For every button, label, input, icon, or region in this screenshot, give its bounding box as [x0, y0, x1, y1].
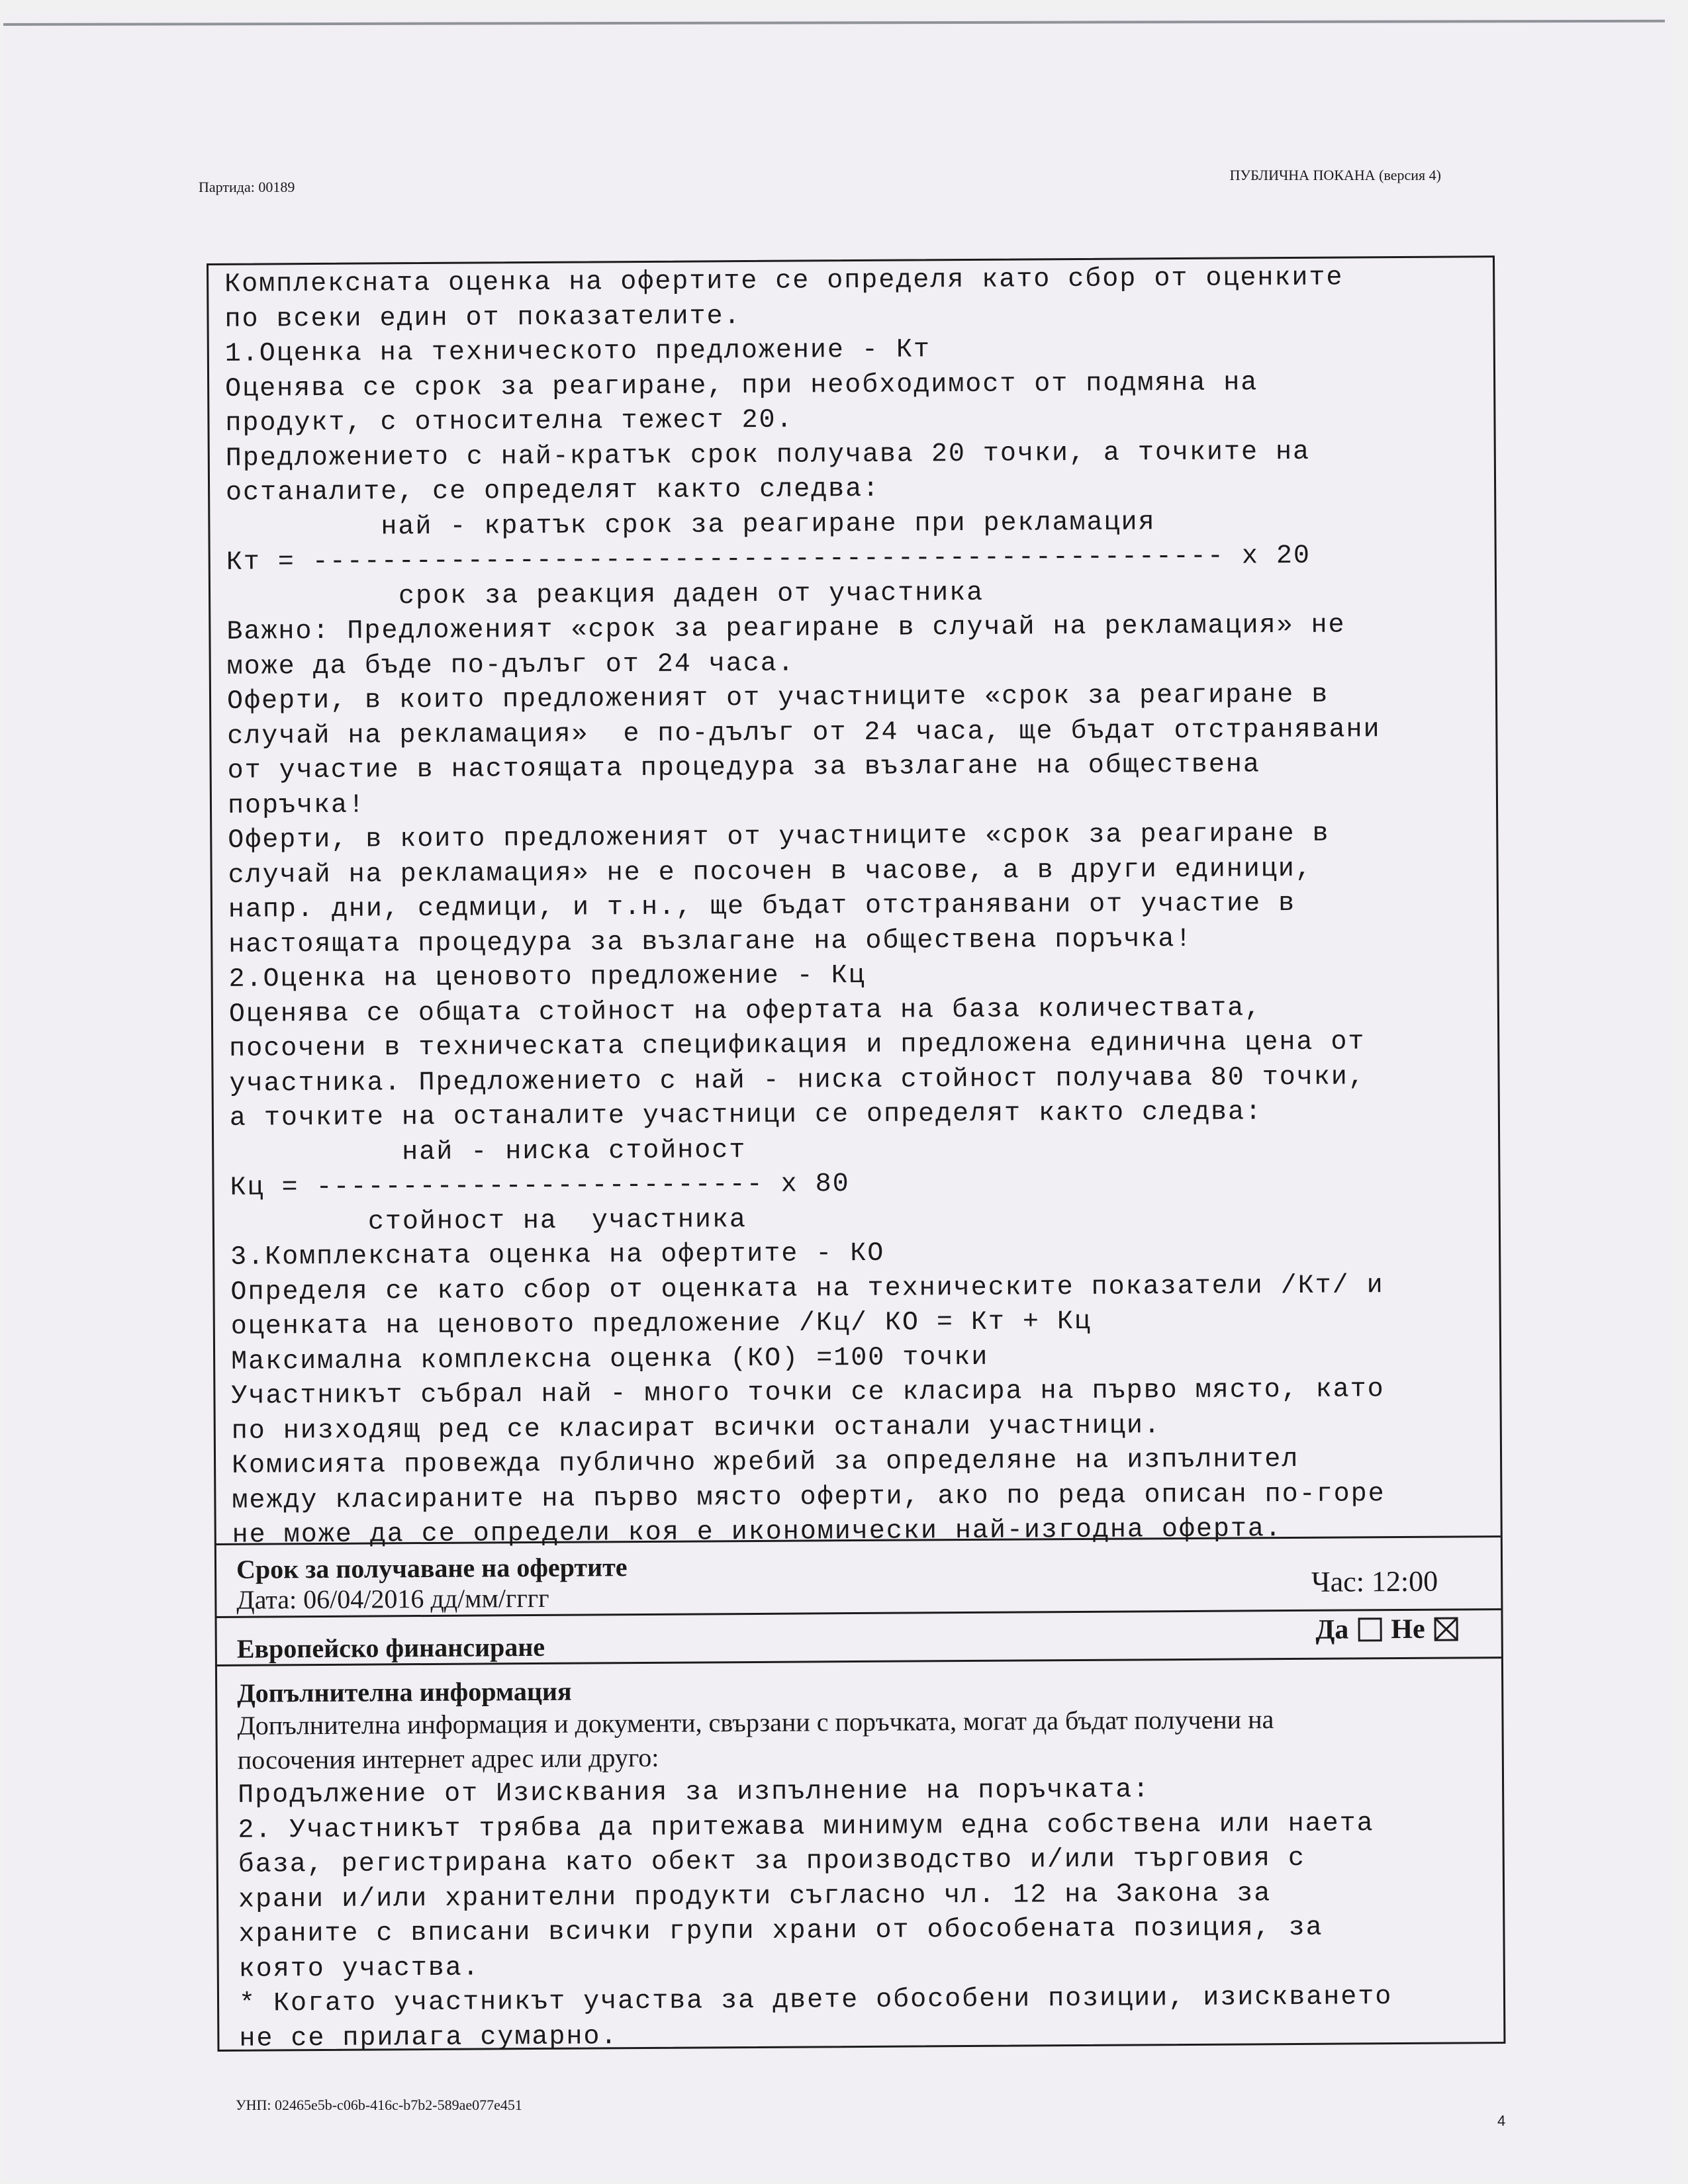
eu-yes-label: Да — [1315, 1614, 1349, 1645]
additional-info-body — [238, 1771, 1504, 2057]
evaluation-line: Важно: Предложеният «срок за реагиране в случай на рекламация» не — [226, 610, 1346, 647]
evaluation-line: между класираните на първо място оферти, ако по реда описан по-горе — [232, 1479, 1385, 1516]
upn-identifier: УНП: 02465e5b-c06b-416c-b7b2-589ae077e451 — [236, 2097, 522, 2113]
evaluation-line: Комисията провежда публично жребий за определяне на изпълнител — [231, 1444, 1299, 1481]
evaluation-line: Максимална комплексна оценка (КО) =100 точки — [231, 1342, 989, 1377]
additional-info-body-line: не се прилага сумарно. — [239, 2021, 618, 2054]
eu-no-label: Не — [1391, 1614, 1425, 1645]
deadline-title: Срок за получаване на офертите — [236, 1552, 628, 1584]
document-title: ПУБЛИЧНА ПОКАНА (версия 4) — [1229, 167, 1441, 183]
evaluation-line: Кц = -------------------------- х 80 — [230, 1169, 850, 1203]
additional-info-intro — [237, 1701, 1502, 1778]
page-number: 4 — [1497, 2113, 1506, 2129]
evaluation-line: Кт = ----------------------------------------------------- х 20 — [226, 541, 1311, 578]
additional-info-body-line: храни и/или хранителни продукти съгласно чл. 12 на Закона за — [238, 1878, 1272, 1915]
evaluation-line: Предложението с най-кратък срок получава 20 точки, а точките на — [225, 437, 1311, 474]
evaluation-line: по всеки един от показателите. — [224, 301, 741, 335]
evaluation-line: Оценява се срок за реагиране, при необходимост от подмяна на — [225, 367, 1258, 404]
form-box — [207, 255, 1505, 2052]
evaluation-line: по низходящ ред се класират всички останали участници. — [231, 1410, 1162, 1447]
evaluation-line: напр. дни, седмици, и т.н., ще бъдат отстранявани от участие в — [228, 888, 1296, 925]
eu-no-checkbox[interactable] — [1434, 1617, 1458, 1641]
additional-info-body-line: която участва. — [238, 1953, 480, 1985]
additional-info-intro-line: посочения интернет адрес или друго: — [237, 1742, 659, 1775]
evaluation-line: посочени в техническата спецификация и предложена единична цена от — [229, 1027, 1366, 1064]
evaluation-line: Оценява се общата стойност на офертата на база количествата, — [228, 993, 1262, 1030]
evaluation-section — [209, 257, 1501, 1551]
additional-info-body-line: храните с вписани всички групи храни от обособената позиция, за — [238, 1913, 1323, 1950]
deadline-section — [216, 1537, 1501, 1618]
evaluation-line: Участникът събрал най - много точки се класира на първо място, като — [231, 1375, 1385, 1412]
evaluation-line: Комплексната оценка на офертите се определя като сбор от оценките — [224, 263, 1344, 300]
evaluation-line: настоящата процедура за възлагане на обществена поръчка! — [228, 924, 1193, 960]
evaluation-line: Оферти, в които предложеният от участниците «срок за реагиране в — [228, 819, 1330, 856]
deadline-time: Час: 12:00 — [1311, 1565, 1438, 1598]
evaluation-line: Определя се като сбор от оценката на техническите показатели /Кт/ и — [230, 1270, 1384, 1308]
eu-funding-title: Европейско финансиране — [236, 1631, 545, 1664]
evaluation-line: от участие в настоящата процедура за възлагане на обществена — [227, 750, 1261, 786]
evaluation-line: 1.Оценка на техническото предложение - Кт — [224, 335, 931, 369]
evaluation-line: оценката на ценовото предложение /Кц/ КО = Кт + Кц — [230, 1306, 1092, 1342]
additional-info-body-line: 2. Участникът трябва да притежава минимум една собствена или наета — [238, 1808, 1374, 1846]
evaluation-line: 2.Оценка на ценовото предложение - Кц — [228, 960, 866, 995]
evaluation-line: останалите, се определят както следва: — [225, 474, 880, 508]
evaluation-line: поръчка! — [227, 790, 366, 821]
evaluation-line: случай на рекламация» не е посочен в часове, а в други единици, — [228, 854, 1313, 891]
evaluation-line: 3.Комплексната оценка на офертите - КО — [230, 1238, 885, 1273]
additional-info-section — [217, 1659, 1504, 2057]
deadline-date: Дата: 06/04/2016 дд/мм/гггг — [236, 1582, 549, 1615]
evaluation-line: Оферти, в които предложеният от участниците «срок за реагиране в — [226, 680, 1329, 717]
batch-number: Партида: 00189 — [199, 179, 295, 195]
evaluation-line: продукт, с относителна тежест 20. — [225, 405, 794, 439]
evaluation-line: най - кратък срок за реагиране при рекламация — [226, 507, 1156, 543]
evaluation-line: а точките на останалите участници се определят както следва: — [229, 1097, 1263, 1134]
additional-info-body-line: * Когато участникът участва за двете обособени позиции, изискването — [238, 1982, 1393, 2019]
evaluation-line: може да бъде по-дълъг от 24 часа. — [226, 649, 795, 682]
evaluation-line: случай на рекламация» е по-дълъг от 24 часа, ще бъдат отстранявани — [227, 714, 1381, 752]
eu-yes-checkbox[interactable] — [1358, 1617, 1382, 1641]
additional-info-title: Допълнителна информация — [237, 1676, 572, 1708]
evaluation-line: най - ниска стойност — [230, 1135, 747, 1169]
evaluation-line: не може да се определи коя е икономически най-изгодна оферта. — [232, 1514, 1283, 1551]
evaluation-line: стойност на участника — [230, 1205, 747, 1238]
additional-info-body-line: Продължение от Изисквания за изпълнение на поръчката: — [238, 1775, 1150, 1811]
evaluation-line: срок за реакция даден от участника — [226, 578, 984, 613]
eu-funding-options — [1315, 1613, 1458, 1645]
additional-info-intro-line: Допълнителна информация и документи, свързани с поръчката, могат да бъдат получени на — [237, 1704, 1274, 1741]
evaluation-text — [224, 260, 1501, 1553]
eu-funding-section — [217, 1610, 1501, 1666]
additional-info-body-line: база, регистрирана като обект за производство и/или търговия с — [238, 1843, 1306, 1880]
evaluation-line: участника. Предложението с най - ниска стойност получава 80 точки, — [229, 1062, 1366, 1099]
